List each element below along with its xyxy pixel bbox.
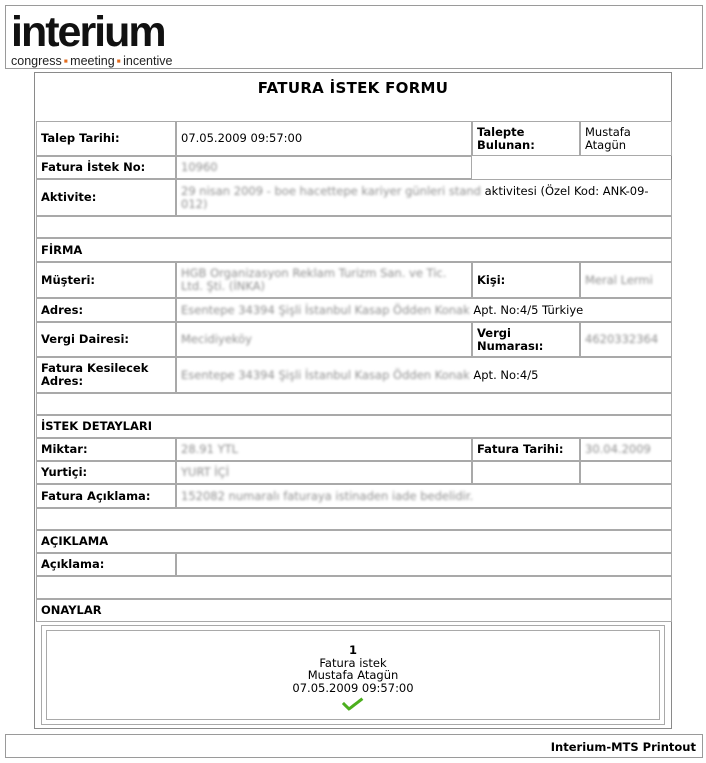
approval-date: 07.05.2009 09:57:00 xyxy=(292,680,414,695)
activity-label: Aktivite: xyxy=(36,179,176,216)
address-label: Adres: xyxy=(36,298,176,322)
address-value-redacted: Esentepe 34394 Şişli İstanbul Kasap Ödden Konak xyxy=(181,302,470,317)
approval-box xyxy=(41,625,665,725)
activity-value-tail-2: 012) xyxy=(181,197,208,211)
invoice-request-no-cell xyxy=(176,156,472,179)
empty-row xyxy=(36,576,672,599)
footer-box xyxy=(5,734,703,758)
tax-no-cell xyxy=(580,322,672,357)
amount-label: Miktar: xyxy=(36,438,176,461)
requester-label: Talepte Bulunan: xyxy=(472,121,580,156)
empty-row xyxy=(36,393,672,415)
address-value-tail: Apt. No:4/5 Türkiye xyxy=(473,302,584,317)
customer-value: HGB Organizasyon Reklam Turizm San. ve Tic. Ltd. Şti. (İNKA) xyxy=(181,266,447,293)
domestic-value: YURT İÇİ xyxy=(181,465,230,479)
logo-tagline xyxy=(11,54,172,68)
header-box xyxy=(5,5,703,69)
invoice-date-label: Fatura Tarihi: xyxy=(472,438,580,461)
section-notes: AÇIKLAMA xyxy=(36,530,672,553)
approval-step-number: 1 xyxy=(348,643,357,657)
form-title: FATURA İSTEK FORMU xyxy=(257,79,449,97)
invoice-request-no-value: 10960 xyxy=(181,160,218,174)
tag-separator: ▪ xyxy=(63,54,69,68)
requester-value: Mustafa Atagün xyxy=(580,121,672,156)
footer-printout-label: Interium-MTS Printout xyxy=(550,740,696,754)
contact-label: Kişi: xyxy=(472,262,580,298)
approval-approver: Mustafa Atagün xyxy=(307,668,399,682)
section-company: FİRMA xyxy=(36,238,672,262)
section-approvals: ONAYLAR xyxy=(36,599,672,622)
approval-entry xyxy=(46,630,660,720)
empty-cell xyxy=(580,461,672,484)
amount-value: 28.91 YTL xyxy=(181,442,239,456)
invoice-desc-cell xyxy=(176,484,672,508)
empty-row xyxy=(36,216,672,238)
activity-value-tail: aktivitesi (Özel Kod: ANK-09- xyxy=(484,184,649,198)
domestic-label: Yurtiçi: xyxy=(36,461,176,484)
tag-separator: ▪ xyxy=(116,54,122,68)
empty-row xyxy=(36,508,672,530)
invoice-desc-value: 152082 numaralı faturaya istinaden iade bedelidir. xyxy=(181,488,474,503)
customer-label: Müşteri: xyxy=(36,262,176,298)
domestic-cell xyxy=(176,461,472,484)
logo-word: interium xyxy=(11,8,165,56)
tax-no-value: 4620332364 xyxy=(585,332,659,346)
description-label: Açıklama: xyxy=(36,553,176,576)
request-date-value: 07.05.2009 09:57:00 xyxy=(176,121,472,156)
tax-office-value: Mecidiyeköy xyxy=(181,332,252,346)
amount-cell xyxy=(176,438,472,461)
invoice-request-no-label: Fatura İstek No: xyxy=(36,156,176,179)
check-icon xyxy=(47,697,659,714)
contact-value: Meral Lermi xyxy=(585,272,653,287)
interium-logo xyxy=(11,10,172,68)
request-date-label: Talep Tarihi: xyxy=(36,121,176,156)
section-request-details: İSTEK DETAYLARI xyxy=(36,415,672,438)
tag-congress: congress xyxy=(11,54,62,68)
activity-cell xyxy=(176,179,672,216)
invoice-request-form xyxy=(34,72,672,729)
invoice-address-label: Fatura Kesilecek Adres: xyxy=(36,357,176,393)
description-value xyxy=(176,553,672,576)
tax-office-cell xyxy=(176,322,472,357)
invoice-date-value: 30.04.2009 xyxy=(585,442,651,456)
invoice-desc-label: Fatura Açıklama: xyxy=(36,484,176,508)
tag-incentive: incentive xyxy=(123,54,173,68)
activity-value-redacted: 29 nisan 2009 - boe hacettepe kariyer günleri stand xyxy=(181,184,481,198)
invoice-address-value-tail: Apt. No:4/5 xyxy=(473,367,539,382)
approval-step-name: Fatura istek xyxy=(319,655,387,670)
tag-meeting: meeting xyxy=(70,54,115,68)
empty-cell xyxy=(472,461,580,484)
address-cell xyxy=(176,298,672,322)
invoice-date-cell xyxy=(580,438,672,461)
invoice-address-value-redacted: Esentepe 34394 Şişli İstanbul Kasap Ödden Konak xyxy=(181,367,470,382)
tax-office-label: Vergi Dairesi: xyxy=(36,322,176,357)
customer-cell xyxy=(176,262,472,298)
contact-cell xyxy=(580,262,672,298)
tax-no-label: Vergi Numarası: xyxy=(472,322,580,357)
invoice-address-cell xyxy=(176,357,672,393)
